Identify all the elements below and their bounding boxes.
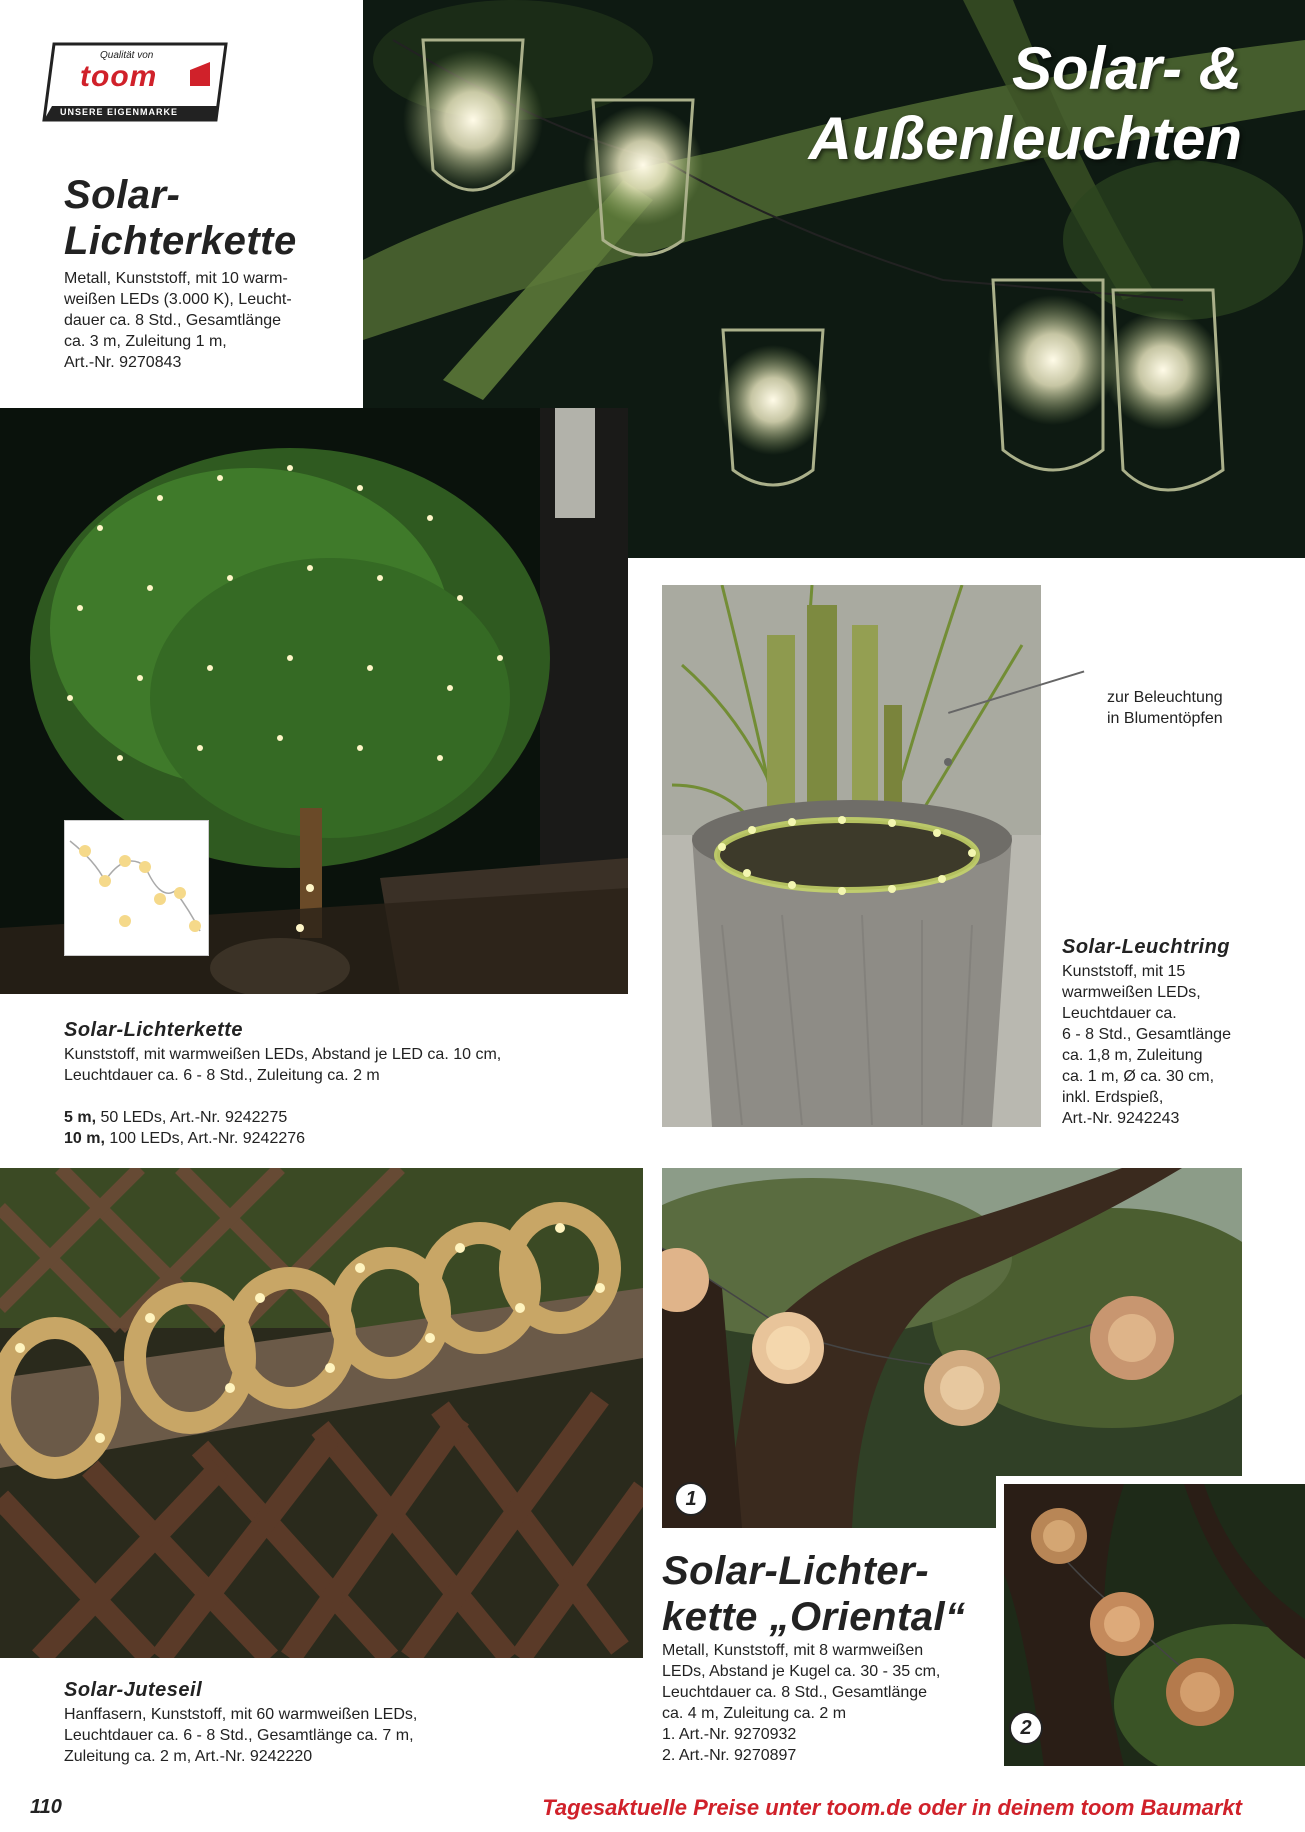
logo-subline: UNSERE EIGENMARKE (60, 107, 179, 117)
product-text-juteseil: Hanffasern, Kunststoff, mit 60 warmweißen LEDs, Leuchtdauer ca. 6 - 8 Std., Gesamtlänge ca. 7 m, Zuleitung ca. 2 m, Art.-Nr. 9242220 (64, 1706, 418, 1765)
hero-title-line1: Solar- & (1011, 35, 1242, 102)
product-title-leuchtring: Solar-Leuchtring (1062, 936, 1231, 958)
callout-text-leuchtring: zur Beleuchtung in Blumentöpfen (1107, 689, 1223, 727)
product-text-leuchtring: Kunststoff, mit 15 warmweißen LEDs, Leuchtdauer ca. 6 - 8 Std., Gesamtlänge ca. 1,8 m, Zuleitung ca. 1 m, Ø ca. 30 cm, inkl. Erdspieß, Art.-Nr. 9242243 (1062, 963, 1231, 1127)
logo-tagline: Qualität von (100, 50, 154, 61)
hero-title-line2: Außenleuchten (808, 105, 1242, 172)
product-variant-5m-bold: 5 m, (64, 1109, 97, 1126)
product-variant-10m (64, 1107, 584, 1149)
photo-fence-juteseil (0, 1168, 643, 1658)
product-text-lichterkette-metall: Metall, Kunststoff, mit 10 warm- weißen LEDs (3.000 K), Leucht- dauer ca. 8 Std., Gesamtlänge ca. 3 m, Zuleitung 1 m, Art.-Nr. 9270843 (64, 270, 292, 371)
callout-dot (944, 758, 952, 766)
logo-brand: toom (80, 60, 158, 93)
product-variant-10m-text: 100 LEDs, Art.-Nr. 9242276 (104, 1130, 306, 1147)
product-text-lichterkette-kunststoff: Kunststoff, mit warmweißen LEDs, Abstand je LED ca. 10 cm, Leuchtdauer ca. 6 - 8 Std., Zuleitung ca. 2 m (64, 1046, 502, 1084)
product-title-lichterkette-kunststoff: Solar-Lichterkette (64, 1019, 244, 1041)
product-text-oriental: Metall, Kunststoff, mit 8 warmweißen LEDs, Abstand je Kugel ca. 30 - 35 cm, Leuchtdauer ca. 8 Std., Gesamtlänge ca. 4 m, Zuleitung ca. 2 m 1. Art.-Nr. 9270932 2. Art.-Nr. 9270897 (662, 1642, 941, 1764)
page-number: 110 (30, 1796, 62, 1818)
product-variant-5m-text: 50 LEDs, Art.-Nr. 9242275 (96, 1109, 288, 1126)
photo-plant-leuchtring (662, 585, 1041, 1127)
product-variant-10m-bold: 10 m, (64, 1130, 105, 1147)
photo-oriental-1 (662, 1168, 1242, 1528)
product-title-juteseil: Solar-Juteseil (64, 1679, 203, 1701)
product-title-oriental: Solar-Lichter- kette „Oriental“ (662, 1549, 966, 1639)
photo-inset-led-string (64, 820, 209, 956)
product-title-lichterkette-metall: Solar- Lichterkette (64, 173, 297, 263)
toom-logo[interactable] (40, 40, 230, 124)
badge-number-1: 1 (674, 1482, 708, 1516)
badge-number-2: 2 (1009, 1711, 1043, 1745)
footer-price-note[interactable]: Tagesaktuelle Preise unter toom.de oder in deinem toom Baumarkt (542, 1795, 1242, 1820)
